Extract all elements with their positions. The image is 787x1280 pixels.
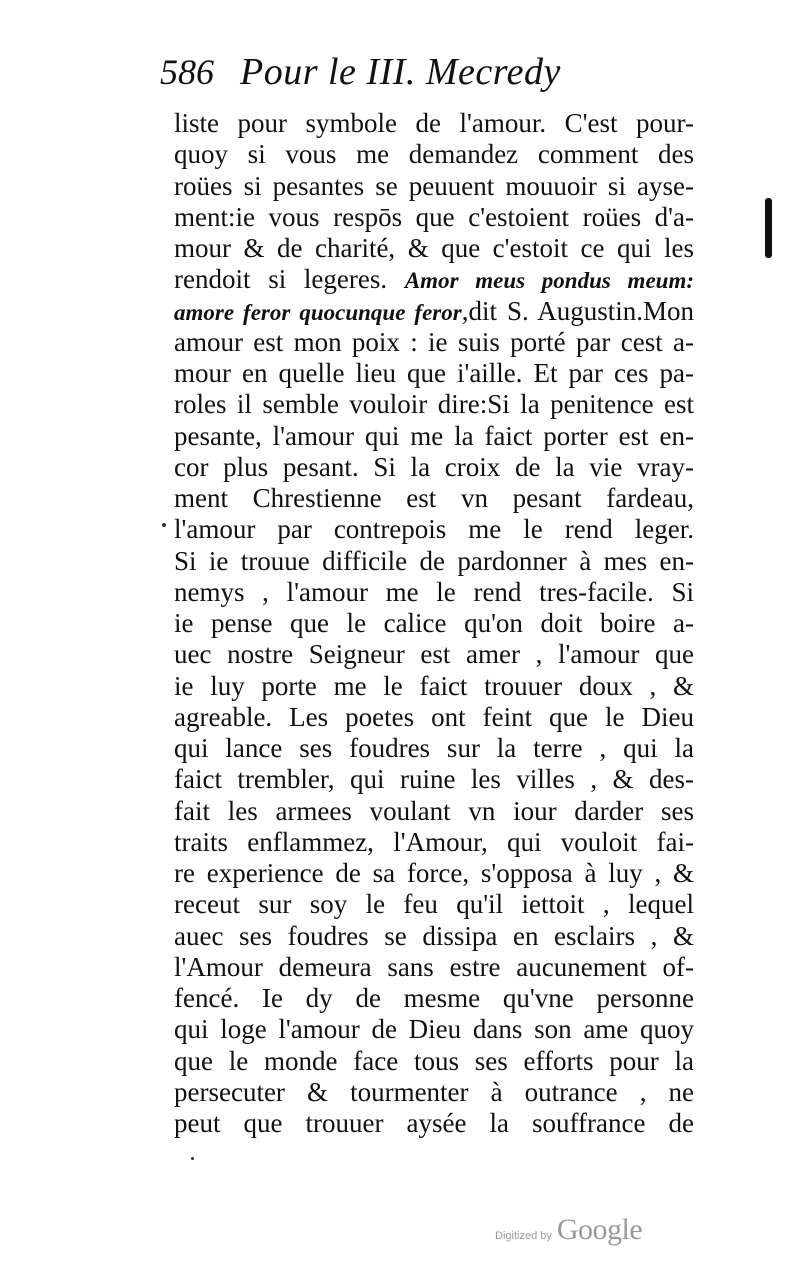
text-line bbox=[174, 1077, 694, 1108]
line-text: ment:ie vous respōs que c'estoient roües d'a- bbox=[174, 201, 694, 232]
text-line bbox=[174, 608, 694, 639]
text-line bbox=[174, 358, 694, 389]
text-line bbox=[174, 452, 694, 483]
text-line bbox=[174, 983, 694, 1014]
watermark-logo: Google bbox=[556, 1213, 643, 1246]
line-text: Si ie trouue difficile de pardonner à mes en- bbox=[174, 545, 694, 576]
text-line bbox=[174, 514, 694, 545]
line-text: l'amour par contrepois me le rend leger. bbox=[174, 514, 694, 545]
ink-speck bbox=[191, 1157, 194, 1160]
text-line bbox=[174, 671, 694, 702]
line-text: fait les armees voulant vn iour darder ses bbox=[174, 795, 694, 826]
line-text: amour est mon poix : ie suis porté par cest a- bbox=[174, 326, 694, 357]
line-text: ,dit S. Augustin.Mon bbox=[461, 295, 695, 326]
text-line bbox=[174, 296, 694, 327]
text-line bbox=[174, 577, 694, 608]
text-line bbox=[174, 796, 694, 827]
line-text: l'Amour demeura sans estre aucunement of- bbox=[174, 951, 694, 982]
margin-ink-mark bbox=[765, 198, 772, 258]
latin-quotation: Amor meus pondus meum: bbox=[404, 268, 694, 294]
body-text bbox=[174, 108, 694, 1139]
line-text: traits enflammez, l'Amour, qui vouloit fai- bbox=[174, 826, 694, 857]
text-line bbox=[174, 733, 694, 764]
text-line bbox=[174, 702, 694, 733]
line-text: pesante, l'amour qui me la faict porter est en- bbox=[174, 420, 694, 451]
digitized-watermark bbox=[495, 1213, 642, 1247]
text-line bbox=[174, 546, 694, 577]
text-line bbox=[174, 952, 694, 983]
text-line bbox=[174, 108, 694, 139]
text-line bbox=[174, 764, 694, 795]
line-text: ment Chrestienne est vn pesant fardeau, bbox=[174, 483, 694, 513]
text-line bbox=[174, 202, 694, 233]
page-header bbox=[160, 50, 630, 106]
line-text: qui loge l'amour de Dieu dans son ame quoy bbox=[174, 1014, 694, 1045]
line-text: quoy si vous me demandez comment des bbox=[174, 139, 694, 170]
line-text: liste pour symbole de l'amour. C'est pour- bbox=[174, 108, 694, 138]
watermark-prefix: Digitized by bbox=[495, 1230, 552, 1242]
line-text: que le monde face tous ses efforts pour la bbox=[174, 1045, 694, 1076]
text-line bbox=[174, 421, 694, 452]
text-line bbox=[174, 1014, 694, 1045]
text-line bbox=[174, 921, 694, 952]
line-text: fencé. Ie dy de mesme qu'vne personne bbox=[174, 983, 694, 1013]
line-text: qui lance ses foudres sur la terre , qui la bbox=[174, 733, 694, 763]
line-text: roles il semble vouloir dire:Si la penitence est bbox=[174, 389, 694, 420]
text-line bbox=[174, 639, 694, 670]
latin-quotation: amore feror quocunque feror bbox=[174, 299, 462, 325]
line-text: agreable. Les poetes ont feint que le Dieu bbox=[174, 701, 694, 732]
line-text: ie pense que le calice qu'on doit boire a- bbox=[174, 608, 694, 638]
line-text: nemys , l'amour me le rend tres-facile. Si bbox=[174, 576, 694, 607]
line-text: auec ses foudres se dissipa en esclairs , & bbox=[174, 920, 694, 951]
text-line bbox=[174, 171, 694, 202]
text-line bbox=[174, 1046, 694, 1077]
line-text: re experience de sa force, s'opposa à luy , & bbox=[174, 858, 694, 888]
line-text: faict trembler, qui ruine les villes , & des- bbox=[174, 764, 694, 795]
line-text: cor plus pesant. Si la croix de la vie vray- bbox=[174, 451, 694, 482]
text-line bbox=[174, 1108, 694, 1139]
text-line bbox=[174, 483, 694, 514]
text-line bbox=[174, 389, 694, 420]
text-line bbox=[174, 827, 694, 858]
line-text: peut que trouuer aysée la souffrance de bbox=[174, 1108, 694, 1138]
ink-speck bbox=[162, 523, 166, 527]
text-line bbox=[174, 264, 694, 295]
line-text: roües si pesantes se peuuent mouuoir si ayse- bbox=[174, 170, 694, 201]
text-line bbox=[174, 327, 694, 358]
line-text: receut sur soy le feu qu'il iettoit , lequel bbox=[174, 889, 694, 920]
line-text: persecuter & tourmenter à outrance , ne bbox=[174, 1076, 694, 1107]
text-line bbox=[174, 139, 694, 170]
line-text: uec nostre Seigneur est amer , l'amour que bbox=[174, 639, 694, 670]
line-text: mour & de charité, & que c'estoit ce qui les bbox=[174, 233, 694, 263]
line-text: mour en quelle lieu que i'aille. Et par ces pa- bbox=[174, 358, 694, 388]
text-line bbox=[174, 233, 694, 264]
line-text: ie luy porte me le faict trouuer doux , & bbox=[174, 670, 694, 701]
page-number: 586 bbox=[160, 52, 214, 92]
text-line bbox=[174, 858, 694, 889]
line-text: rendoit si legeres. bbox=[174, 264, 405, 295]
running-head: Pour le III. Mecredy bbox=[240, 51, 561, 93]
text-line bbox=[174, 889, 694, 920]
